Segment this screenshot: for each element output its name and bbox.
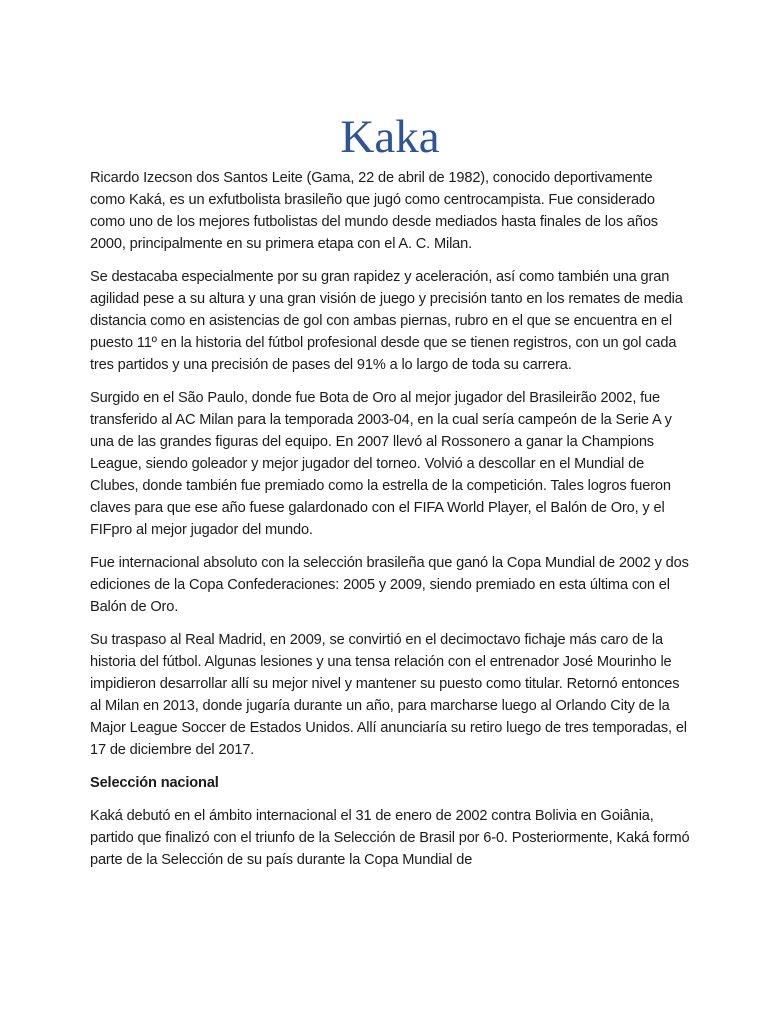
paragraph-real-madrid: Su traspaso al Real Madrid, en 2009, se convirtió en el decimoctavo fichaje más caro de la historia del fútbol. Algunas lesiones y una tensa relación con el entrenador José Mourinho le impidieron desarrollar allí su mejor nivel y mantener su puesto como titular. Retornó entonces al Milan en 2013, donde jugaría durante un año, para marcharse luego al Orlando City de la Major League Soccer de Estados Unidos. Allí anunciaría su retiro luego de tres temporadas, el 17 de diciembre del 2017. [90,632,687,758]
paragraph-club-career: Surgido en el São Paulo, donde fue Bota de Oro al mejor jugador del Brasileirão 2002, fue transferido al AC Milan para la temporada 2003-04, en la cual sería campeón de la Serie A y una de las grandes figuras del equipo. En 2007 llevó al Rossonero a ganar la Champions League, siendo goleador y mejor jugador del torneo. Volvió a descollar en el Mundial de Clubes, donde también fue premiado como la estrella de la competición. Tales logros fueron claves para que ese año fuese galardonado con el FIFA World Player, el Balón de Oro, y el FIFpro al mejor jugador del mundo. [90,390,672,538]
document-title: Kaka [340,111,440,163]
paragraph-intro: Ricardo Izecson dos Santos Leite (Gama, 22 de abril de 1982), conocido deportivamente como Kaká, es un exfutbolista brasileño que jugó como centrocampista. Fue considerado como uno de los mejores futbolistas del mundo desde mediados hasta finales de los años 2000, principalmente en su primera etapa con el A. C. Milan. [90,170,658,252]
paragraph-international: Fue internacional absoluto con la selección brasileña que ganó la Copa Mundial de 2002 y dos ediciones de la Copa Confederaciones: 2005 y 2009, siendo premiado en esta última con el Balón de Oro. [90,555,689,615]
section-heading: Selección nacional [90,775,219,791]
document-body [90,108,690,882]
paragraph-national-team: Kaká debutó en el ámbito internacional el 31 de enero de 2002 contra Bolivia en Goiânia, partido que finalizó con el triunfo de la Selección de Brasil por 6-0. Posteriormente, Kaká formó parte de la Selección de su país durante la Copa Mundial de [90,808,690,868]
paragraph-playing-style: Se destacaba especialmente por su gran rapidez y aceleración, así como también una gran agilidad pese a su altura y una gran visión de juego y precisión tanto en los remates de media distancia como en asistencias de gol con ambas piernas, rubro en el que se encuentra en el puesto 11º en la historia del fútbol profesional desde que se tienen registros, con un gol cada tres partidos y una precisión de pases del 91% a lo largo de toda su carrera. [90,269,683,373]
